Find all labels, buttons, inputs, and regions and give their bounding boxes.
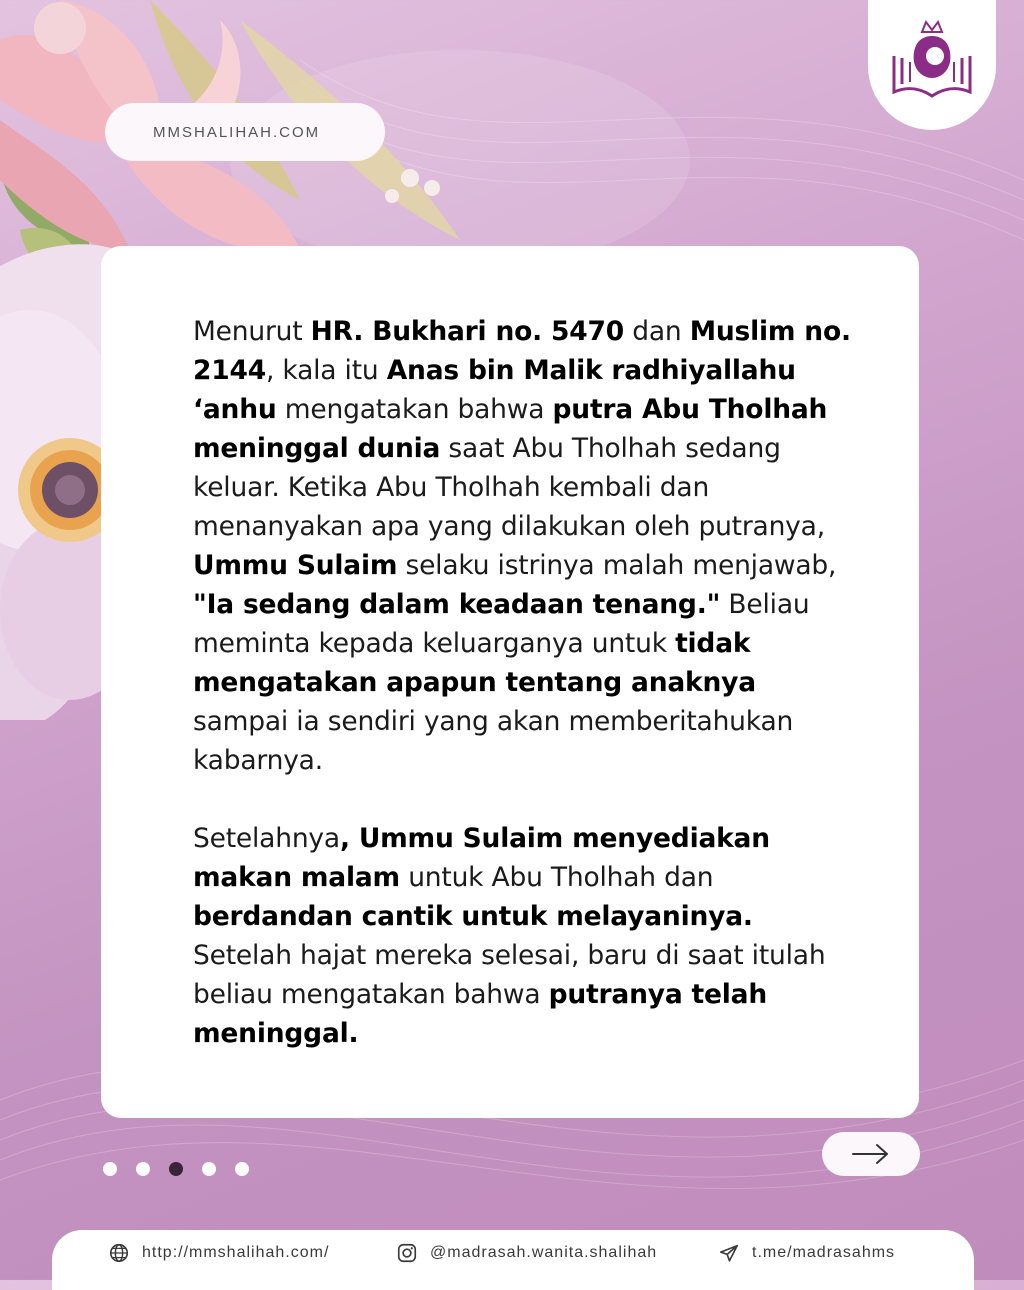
- text-segment: selaku istrinya malah menjawab,: [397, 550, 837, 581]
- bold-text: , Ummu Sulaim menyediakan makan malam: [193, 823, 770, 893]
- bold-text: "Ia sedang dalam keadaan tenang.": [193, 589, 721, 620]
- text-segment: Setelah hajat mereka selesai, baru di saat itulah beliau mengatakan bahwa: [193, 940, 826, 1010]
- pagination-dot[interactable]: [202, 1162, 216, 1176]
- bold-text: Anas bin Malik radhiyallahu ‘anhu: [193, 355, 796, 425]
- crown-book-logo-icon: [880, 12, 984, 108]
- instagram-icon: [396, 1242, 418, 1264]
- text-segment: sampai ia sendiri yang akan memberitahukan kabarnya.: [193, 706, 794, 776]
- pagination-dot-active[interactable]: [169, 1162, 183, 1176]
- text-segment: mengatakan bahwa: [276, 394, 553, 425]
- site-label: MMSHALIHAH.COM: [153, 123, 321, 141]
- text-segment: untuk Abu Tholhah dan: [399, 862, 714, 893]
- paragraph-2: [193, 819, 859, 1053]
- paragraph-1: [193, 312, 859, 780]
- site-label-pill[interactable]: [105, 103, 385, 161]
- arrow-right-icon: [851, 1142, 891, 1166]
- instagram-handle: @madrasah.wanita.shalihah: [430, 1244, 658, 1261]
- bold-text: Ummu Sulaim: [193, 550, 398, 581]
- text-segment: Beliau meminta kepada keluarganya untuk: [193, 589, 810, 659]
- brand-logo-tab[interactable]: [868, 0, 996, 130]
- bold-text: putranya telah meninggal.: [193, 979, 768, 1049]
- footer-telegram[interactable]: [718, 1242, 895, 1264]
- text-segment: dan: [623, 316, 690, 347]
- telegram-link: t.me/madrasahms: [752, 1244, 896, 1261]
- footer-bar: [52, 1230, 974, 1290]
- telegram-icon: [718, 1242, 740, 1264]
- text-segment: saat Abu Tholhah sedang keluar. Ketika Abu Tholhah kembali dan menanyakan apa yang dilakukan oleh putranya,: [193, 433, 825, 542]
- pagination-dot[interactable]: [103, 1162, 117, 1176]
- footer-website[interactable]: [108, 1242, 329, 1264]
- bold-text: berdandan cantik untuk melayaninya.: [193, 901, 753, 932]
- text-segment: Setelahnya: [193, 823, 340, 854]
- pagination-dot[interactable]: [136, 1162, 150, 1176]
- next-slide-button[interactable]: [822, 1132, 920, 1176]
- bold-text: putra Abu Tholhah meninggal dunia: [193, 394, 828, 464]
- footer-instagram[interactable]: [396, 1242, 657, 1264]
- bold-text: Muslim no. 2144: [193, 316, 851, 386]
- pagination-dot[interactable]: [235, 1162, 249, 1176]
- website-link: http://mmshalihah.com/: [142, 1244, 330, 1261]
- bold-text: HR. Bukhari no. 5470: [310, 316, 624, 347]
- globe-icon: [108, 1242, 130, 1264]
- carousel-pagination: [103, 1162, 249, 1176]
- bold-text: tidak mengatakan apapun tentang anaknya: [193, 628, 756, 698]
- text-segment: , kala itu: [265, 355, 387, 386]
- text-segment: Menurut: [193, 316, 311, 347]
- content-card: [101, 246, 919, 1118]
